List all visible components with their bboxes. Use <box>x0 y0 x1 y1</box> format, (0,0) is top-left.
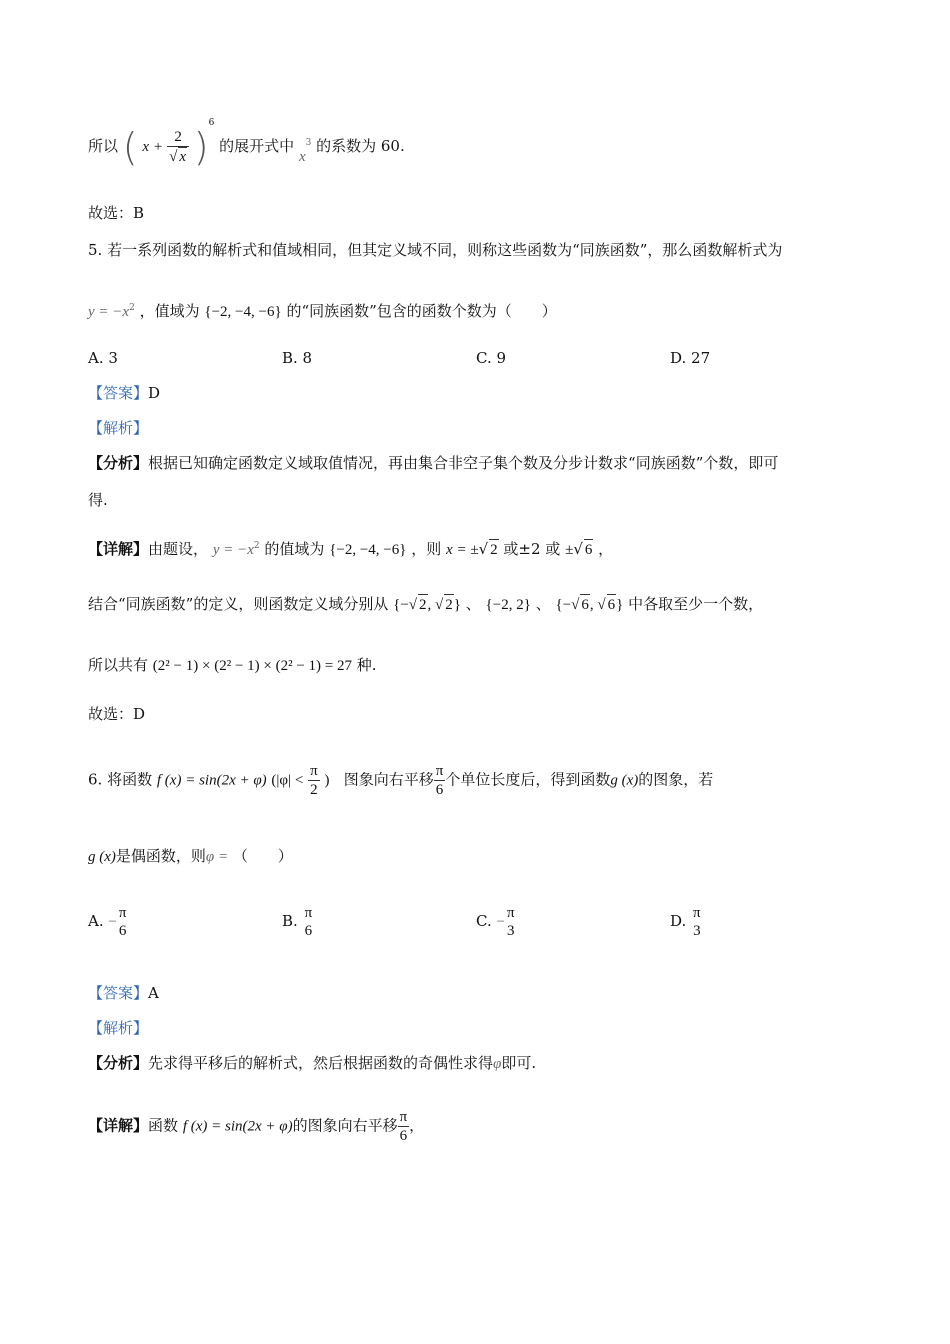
q5-answer: 【答案】D <box>88 384 161 402</box>
fraction: $\frac{\pi}{2}$ <box>310 763 318 798</box>
choose-d: 故选：D <box>88 705 146 723</box>
q6-option-d[interactable]: D. π 3 <box>670 905 701 939</box>
q5-option-a[interactable]: A. 3 <box>88 349 118 367</box>
q6-analysis-tag: 【解析】 <box>88 1019 149 1037</box>
q5-option-d[interactable]: D. 27 <box>670 349 711 367</box>
q6-option-a[interactable]: A. − π 6 <box>88 905 127 939</box>
expansion-conclusion: 所以 ( x + $\frac{2}{√ x}$ )$^6$ 的展开式中 $x^3$ 的系数为 60. <box>88 118 405 169</box>
q6-fenxi: 【分析】先求得平移后的解析式，然后根据函数的奇偶性求得φ即可. <box>88 1054 537 1072</box>
fraction: $\frac{2}{√ x}$ <box>167 128 189 166</box>
q5-analysis-tag: 【解析】 <box>88 419 149 437</box>
q6-stem-line2: g (x)是偶函数，则φ = （ ） <box>88 847 293 865</box>
fraction: $\frac{\pi}{6}$ <box>399 1109 408 1144</box>
q6-option-c[interactable]: C. − π 3 <box>476 905 515 939</box>
q6-stem-line1: 6. 将函数 f (x) = sin(2x + φ) (|φ| < $\frac{\pi}{2}$ ) 图象向右平移 $\frac{\pi}{6}$ 个单位长度后，得到函数g (x)的图象，若 <box>88 763 714 798</box>
choose-b: 故选：B <box>88 204 145 222</box>
q5-xiangjie-2: 结合“同族函数”的定义，则函数定义域分别从 {−√ 2, √ 2} 、 {−2, 2} 、 {−√ 6, √ 6} 中各取至少一个数， <box>88 595 764 613</box>
q6-answer: 【答案】A <box>88 984 159 1002</box>
q6-xiangjie: 【详解】函数 f (x) = sin(2x + φ)的图象向右平移 $\frac{\pi}{6}$ ， <box>88 1109 425 1144</box>
q5-stem-line1: 5. 若一系列函数的解析式和值域相同，但其定义域不同，则称这些函数为“同族函数”，那么函数解析式为 <box>88 241 783 259</box>
fraction: $\frac{\pi}{6}$ <box>435 763 444 798</box>
q5-stem-line2: $y = -x^2$ ，值域为 {−2, −4, −6} 的“同族函数”包含的函数个数为（ ） <box>88 302 557 320</box>
q5-xiangjie-3: 所以共有 (2² − 1) × (2² − 1) × (2² − 1) = 27 种. <box>88 656 377 674</box>
q5-fenxi-cont: 得. <box>88 491 108 509</box>
q5-fenxi: 【分析】根据已知确定函数定义域取值情况，再由集合非空子集个数及分步计数求“同族函数”个数，即可 <box>88 454 779 472</box>
q5-option-c[interactable]: C. 9 <box>476 349 507 367</box>
q6-option-b[interactable]: B. π 6 <box>282 905 313 939</box>
q5-xiangjie-1: 【详解】由题设， $y = -x^2$ 的值域为 {−2, −4, −6} ，则 x = ±√ 2 或±2 或 ±√ 6 ， <box>88 540 614 558</box>
q5-option-b[interactable]: B. 8 <box>282 349 313 367</box>
